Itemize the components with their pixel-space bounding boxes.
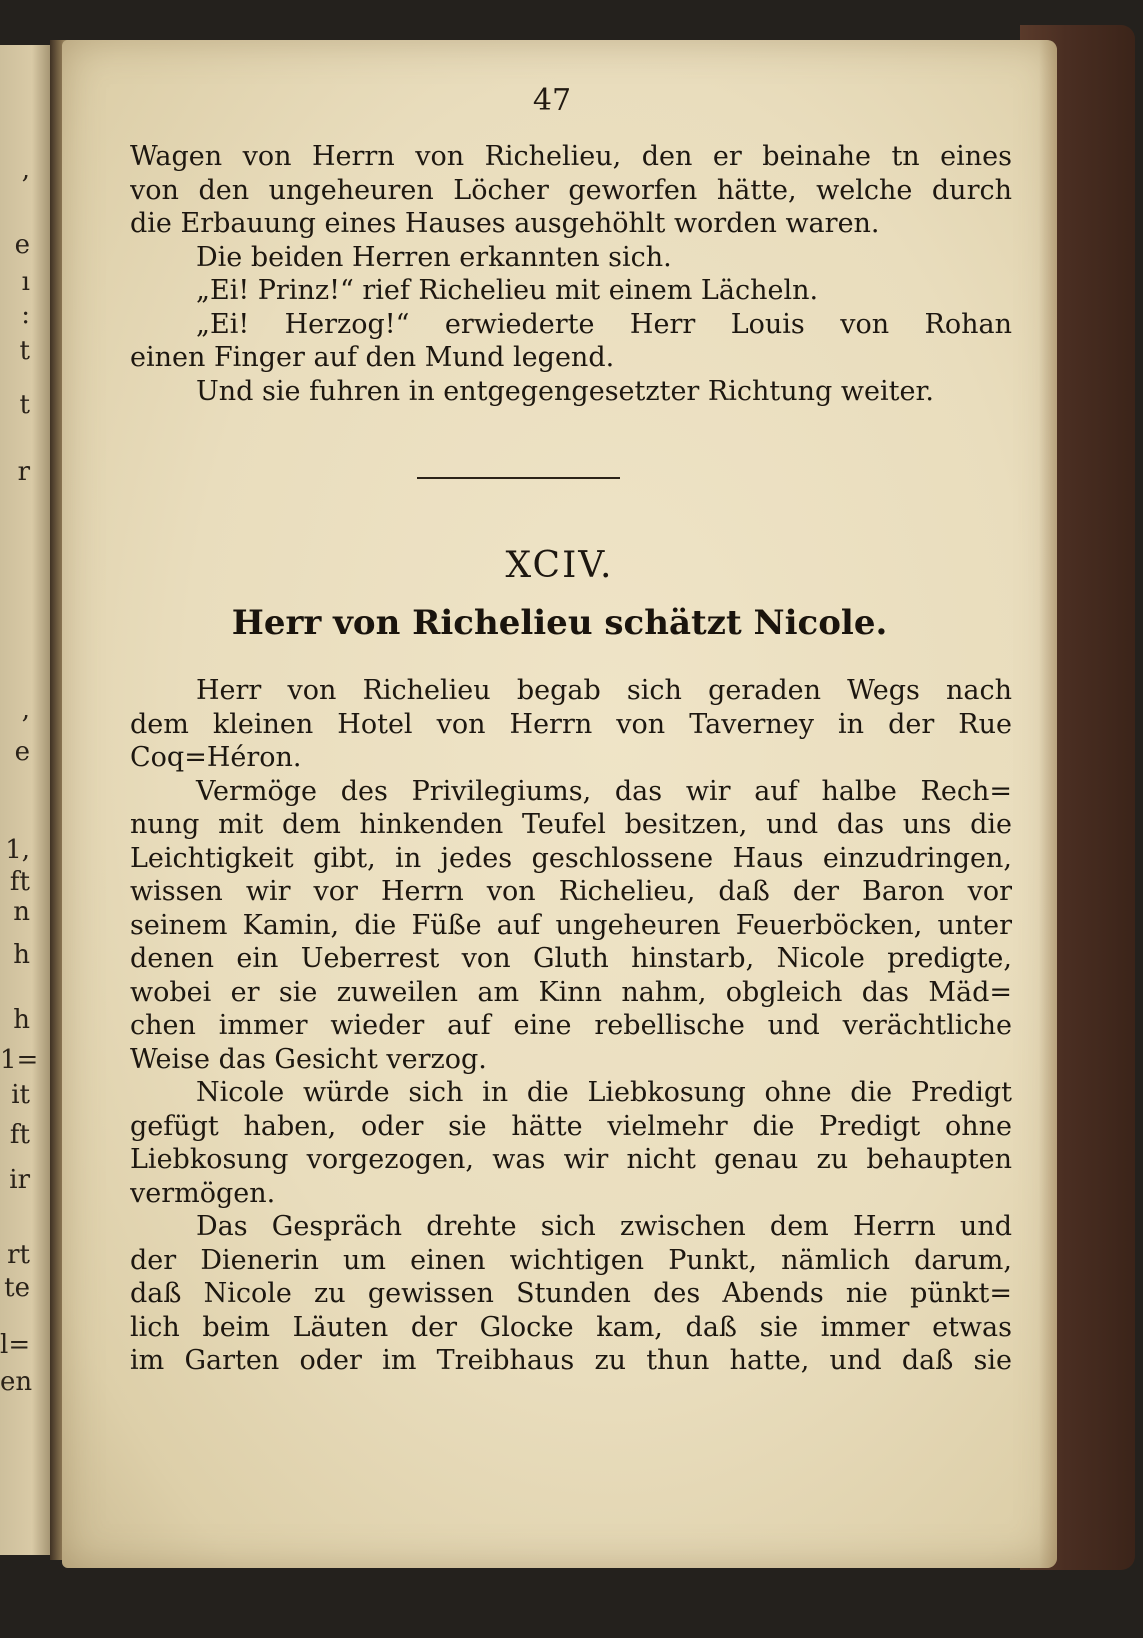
text-line: Die beiden Herren erkannten sich. [196, 241, 672, 273]
text-line: im Garten oder im Treibhaus zu thun hatte, und daß sie [130, 1345, 1012, 1376]
left-page-fragment: n [13, 897, 30, 927]
chapter-title: Herr von Richelieu schätzt Nicole. [231, 603, 888, 643]
left-page-fragment: , [21, 155, 30, 185]
text-line: der Dienerin um einen wichtigen Punkt, nämlich darum, [130, 1244, 1012, 1276]
text-line: die Erbauung eines Hauses ausgehöhlt worden waren. [130, 208, 880, 239]
text-line: Das Gespräch drehte sich zwischen dem Herrn und [196, 1211, 1012, 1242]
text-line: Liebkosung vorgezogen, was wir nicht genau zu behaupten [130, 1144, 1012, 1175]
left-page-fragment: en [0, 1367, 33, 1397]
text-line: Coq=Héron. [130, 742, 302, 773]
text-line: vermögen. [130, 1177, 276, 1209]
left-page-fragment: , [21, 695, 30, 725]
book-page [62, 40, 1057, 1568]
left-page-fragment: : [21, 300, 30, 330]
text-line: gefügt haben, oder sie hätte vielmehr die Predigt ohne [130, 1110, 1012, 1142]
text-line: lich beim Läuten der Glocke kam, daß sie immer etwas [130, 1311, 1012, 1343]
text-line: Herr von Richelieu begab sich geraden Wegs nach [196, 675, 1012, 706]
text-line: nung mit dem hinkenden Teufel besitzen, und das uns die [130, 809, 1012, 840]
text-line: seinem Kamin, die Füße auf ungeheuren Feuerböcken, unter [130, 909, 1012, 941]
top-text-block [130, 140, 1012, 408]
section-divider [417, 477, 620, 479]
page-edge-shadow [1039, 40, 1057, 1568]
left-page-fragment: ir [9, 1165, 30, 1195]
left-page-fragment: ı [21, 267, 30, 297]
text-line: „Ei! Prinz!“ rief Richelieu mit einem Lächeln. [196, 275, 819, 306]
left-page-fragment: ft [9, 867, 30, 897]
left-page-fragment: r [17, 457, 30, 487]
text-line: wobei er sie zuweilen am Kinn nahm, obgleich das Mäd= [130, 976, 1012, 1008]
left-page-fragment: t [19, 336, 30, 366]
left-page-fragment: t [19, 390, 30, 420]
text-line: Weise das Gesicht verzog. [130, 1043, 487, 1075]
left-page-fragment: 1, [5, 835, 30, 865]
left-page-fragment: l= [0, 1330, 31, 1360]
text-line: von den ungeheuren Löcher geworfen hätte, welche durch [130, 174, 1012, 206]
text-line: Wagen von Herrn von Richelieu, den er beinahe tn eines [130, 141, 1012, 172]
text-line: Leichtigkeit gibt, in jedes geschlossene Haus einzudringen, [130, 842, 1012, 874]
chapter-text-block [130, 674, 1012, 1378]
left-page-fragment: ft [9, 1120, 30, 1150]
text-line: einen Finger auf den Mund legend. [130, 342, 615, 373]
left-page-fragment: e [14, 230, 30, 260]
chapter-number: XCIV. [505, 545, 614, 586]
text-line: wissen wir vor Herrn von Richelieu, daß der Baron vor [130, 876, 1012, 907]
left-page-fragment: h [13, 940, 30, 970]
text-line: chen immer wieder auf eine rebellische und verächtliche [130, 1010, 1012, 1041]
text-line: dem kleinen Hotel von Herrn von Taverney in der Rue [130, 708, 1012, 740]
text-line: „Ei! Herzog!“ erwiederte Herr Louis von Rohan [196, 308, 1012, 340]
left-page-fragment: e [14, 737, 30, 767]
text-line: Und sie fuhren in entgegengesetzter Richtung weiter. [196, 375, 934, 407]
left-page-fragment: te [4, 1273, 30, 1303]
page-number: 47 [532, 83, 572, 118]
text-line: denen ein Ueberrest von Gluth hinstarb, Nicole predigte, [130, 943, 1012, 974]
left-page-fragment: 1= [0, 1045, 39, 1075]
left-page-fragment: it [11, 1080, 30, 1110]
text-line: Nicole würde sich in die Liebkosung ohne die Predigt [196, 1077, 1012, 1108]
left-page-fragment: rt [7, 1240, 30, 1270]
text-line: daß Nicole zu gewissen Stunden des Abends nie pünkt= [130, 1278, 1012, 1309]
text-line: Vermöge des Privilegiums, das wir auf halbe Rech= [196, 775, 1012, 807]
left-page-fragment: h [13, 1005, 30, 1035]
